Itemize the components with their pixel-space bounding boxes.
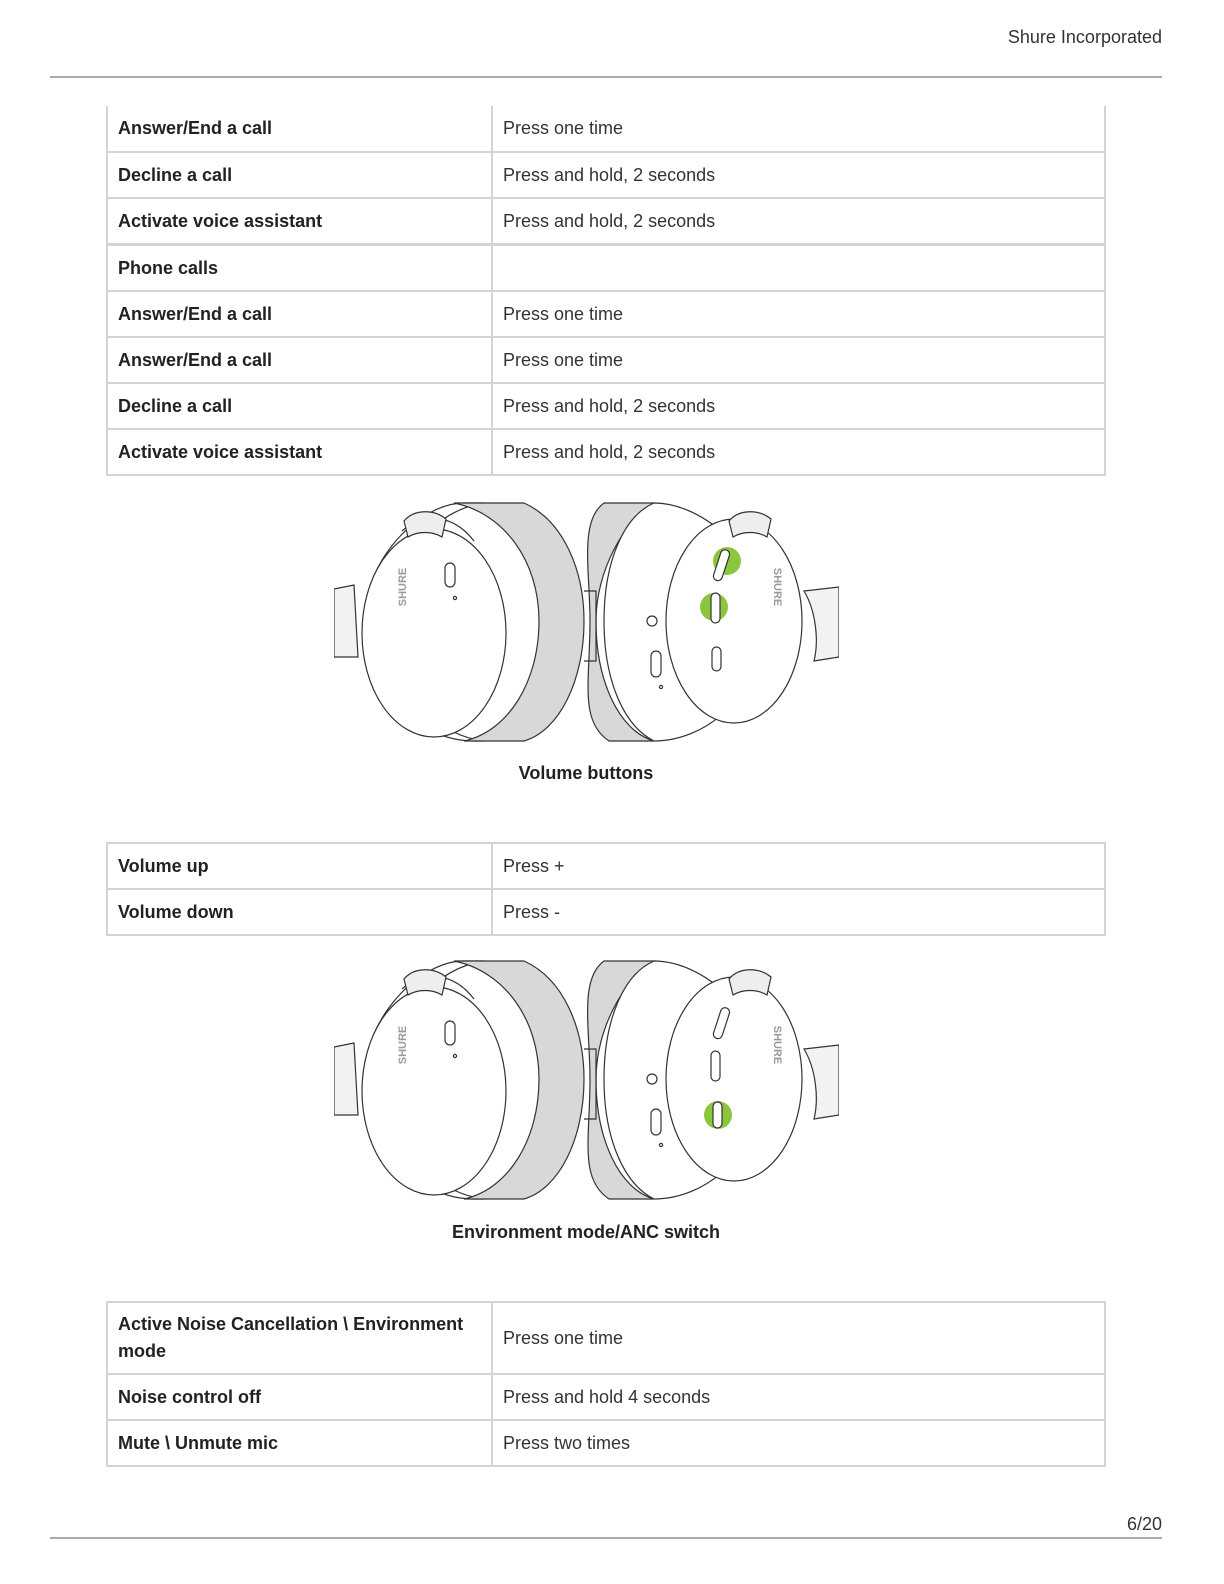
instruction-cell: Press two times xyxy=(492,1420,1105,1466)
page-number: 6/20 xyxy=(1126,1514,1162,1534)
instruction-cell: Press and hold, 2 seconds xyxy=(492,429,1105,475)
phone-calls-table xyxy=(106,244,1106,476)
brand-logo-left: SHURE xyxy=(397,567,409,607)
instruction-cell: Press one time xyxy=(492,291,1105,337)
instruction-cell: Press one time xyxy=(492,337,1105,383)
action-cell: Volume down xyxy=(107,889,492,935)
figure-caption: Environment mode/ANC switch xyxy=(451,1222,721,1242)
action-cell: Decline a call xyxy=(107,152,492,198)
table-row xyxy=(107,245,1105,291)
call-controls-table-continued xyxy=(106,106,1106,245)
action-cell: Answer/End a call xyxy=(107,106,492,152)
volume-controls-table xyxy=(106,842,1106,936)
action-cell: Active Noise Cancellation \ Environment mode xyxy=(107,1302,492,1374)
action-cell: Answer/End a call xyxy=(107,291,492,337)
instruction-cell: Press and hold, 2 seconds xyxy=(492,152,1105,198)
headphones-volume-illustration xyxy=(334,501,839,743)
brand-logo-right: SHURE xyxy=(771,567,783,607)
table-row xyxy=(107,198,1105,244)
company-name: Shure Incorporated xyxy=(1007,27,1162,47)
table-row xyxy=(107,383,1105,429)
table-row xyxy=(107,152,1105,198)
table-row xyxy=(107,1302,1105,1374)
action-cell: Activate voice assistant xyxy=(107,429,492,475)
action-cell: Volume up xyxy=(107,843,492,889)
action-cell: Mute \ Unmute mic xyxy=(107,1420,492,1466)
section-heading-cell: Phone calls xyxy=(107,245,492,291)
action-cell: Noise control off xyxy=(107,1374,492,1420)
instruction-cell: Press and hold, 2 seconds xyxy=(492,198,1105,244)
footer-divider xyxy=(50,1537,1162,1539)
instruction-cell: Press and hold 4 seconds xyxy=(492,1374,1105,1420)
instruction-cell: Press one time xyxy=(492,106,1105,152)
instruction-cell: Press and hold, 2 seconds xyxy=(492,383,1105,429)
table-row xyxy=(107,1420,1105,1466)
brand-logo-right: SHURE xyxy=(771,1025,783,1065)
action-cell: Decline a call xyxy=(107,383,492,429)
table-row xyxy=(107,106,1105,152)
header-divider xyxy=(50,76,1162,78)
brand-logo-left: SHURE xyxy=(397,1025,409,1065)
instruction-cell: Press one time xyxy=(492,1302,1105,1374)
table-row xyxy=(107,429,1105,475)
table-row xyxy=(107,337,1105,383)
table-row xyxy=(107,291,1105,337)
instruction-cell: Press + xyxy=(492,843,1105,889)
instruction-cell xyxy=(492,245,1105,291)
anc-controls-table xyxy=(106,1301,1106,1467)
action-cell: Answer/End a call xyxy=(107,337,492,383)
instruction-cell: Press - xyxy=(492,889,1105,935)
table-row xyxy=(107,843,1105,889)
table-row xyxy=(107,1374,1105,1420)
table-row xyxy=(107,889,1105,935)
figure-caption: Volume buttons xyxy=(518,763,654,783)
action-cell: Activate voice assistant xyxy=(107,198,492,244)
headphones-anc-illustration xyxy=(334,959,839,1201)
